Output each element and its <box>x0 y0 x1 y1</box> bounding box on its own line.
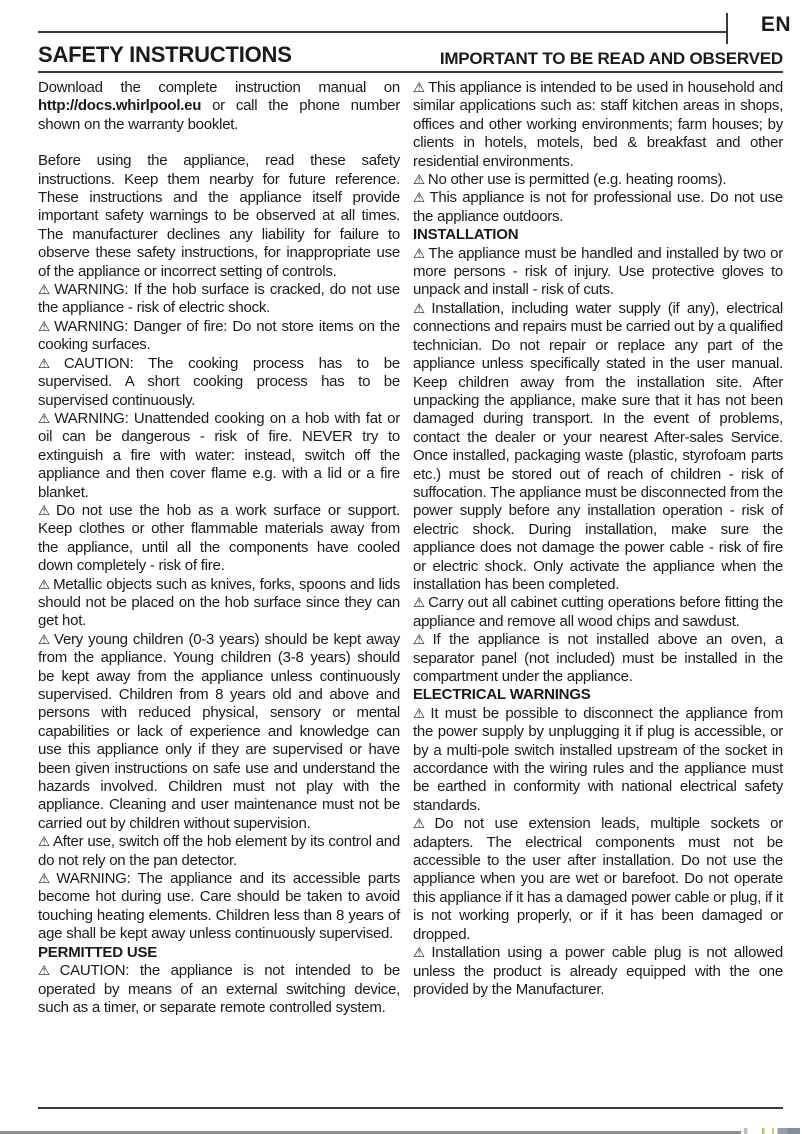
warning-triangle-icon: ⚠ <box>413 245 426 262</box>
two-column-body <box>38 79 783 1017</box>
paragraph-spacer <box>38 134 400 152</box>
warning-paragraph <box>38 355 400 410</box>
section-heading: PERMITTED USE <box>38 943 158 961</box>
warning-triangle-icon: ⚠ <box>38 963 57 980</box>
text-segment: After use, switch off the hob element by its control and do not rely on the pan detector. <box>38 833 400 869</box>
text-segment: Metallic objects such as knives, forks, spoons and lids should not be placed on the hob surface since they can get hot. <box>38 575 400 630</box>
warning-paragraph <box>38 576 400 631</box>
warning-paragraph <box>413 300 783 595</box>
warning-triangle-icon: ⚠ <box>38 410 52 427</box>
text-segment: Carry out all cabinet cutting operations before fitting the appliance and remove all wood chips and sawdust. <box>413 594 784 630</box>
warning-triangle-icon: ⚠ <box>413 300 429 317</box>
warning-paragraph <box>413 631 783 686</box>
page-subtitle: IMPORTANT TO BE READ AND OBSERVED <box>439 49 783 68</box>
text-segment: Before using the appliance, read these safety instructions. Keep them nearby for future reference. These instructions and the appliance itself provide important safety warnings to be observed at all times. The manufacturer declines any liability for failure to observe these safety instructions, for inappropriate use of the appliance or incorrect setting of controls. <box>38 152 400 280</box>
text-segment: This appliance is not for professional use. Do not use the appliance outdoors. <box>413 189 783 225</box>
top-rule <box>38 31 727 33</box>
warning-paragraph <box>38 502 400 576</box>
text-segment: CAUTION: The cooking process has to be supervised. A short cooking process has to be supervised continuously. <box>38 354 400 409</box>
warning-paragraph <box>38 281 400 318</box>
paragraph <box>38 152 400 281</box>
warning-paragraph <box>413 189 783 226</box>
header-rule <box>38 71 783 73</box>
warning-triangle-icon: ⚠ <box>413 816 432 833</box>
warning-paragraph <box>413 171 783 189</box>
warning-paragraph <box>38 833 400 870</box>
warning-paragraph <box>413 705 783 815</box>
warning-paragraph <box>413 594 783 631</box>
warning-paragraph <box>413 944 783 999</box>
text-segment: This appliance is intended to be used in household and similar applications such as: staff kitchen areas in shops, offices and other working environments; farm houses; by clients in hotels, motels, bed & breakfast and other residential environments. <box>413 79 783 170</box>
text-segment: Very young children (0-3 years) should be kept away from the appliance. Young children (3-8 years) should be kept away from the appliance unless continuously supervised. Children from 8 years old and above and persons with reduced physical, sensory or mental capabilities or lack of experience and knowledge can use this appliance only if they are supervised or have been given instructions on safe use and understand the hazards involved. Children must not play with the appliance. Cleaning and user maintenance must not be carried out by children without supervision. <box>38 630 401 832</box>
text-segment: Do not use extension leads, multiple sockets or adapters. The electrical components must not be accessible to the user after installation. Do not use the appliance when you are wet or barefoot. Do not operate this appliance if it has a damaged power cable or plug, if it is not working properly, or if it has been damaged or dropped. <box>413 815 783 943</box>
warning-paragraph <box>413 79 783 171</box>
language-code: EN <box>760 13 791 36</box>
text-segment: Installation, including water supply (if any), electrical connections and repairs must be carried out by a qualified technician. Do not repair or replace any part of the appliance unless specifically stated in the user manual. Keep children away from the installation site. After unpacking the appliance, make sure that it has not been damaged during transport. In the event of problems, contact the dealer or your nearest After-sales Service. Once installed, packaging waste (plastic, styrofoam parts etc.) must be stored out of reach of children - risk of suffocation. The appliance must be disconnected from the power supply before any installation operation - risk of electric shock. During installation, make sure the appliance does not damage the power cable - risk of fire or electric shock. Only activate the appliance when the installation has been completed. <box>413 299 783 593</box>
text-segment: It must be possible to disconnect the appliance from the power supply by unplugging it if plug is accessible, or by a multi-pole switch installed upstream of the socket in accordance with the wiring rules and the appliance must be earthed in conformity with national electrical safety standards. <box>413 704 783 814</box>
text-segment: The appliance must be handled and installed by two or more persons - risk of injury. Use protective gloves to unpack and install - risk of cuts. <box>413 244 783 299</box>
text-segment: Do not use the hob as a work surface or support. Keep clothes or other flammable materials away from the appliance, until all the components have cooled down completely - risk of fire. <box>38 501 400 575</box>
text-segment: or call the phone number shown on the warranty booklet. <box>38 97 400 133</box>
section-heading: ELECTRICAL WARNINGS <box>413 686 591 704</box>
manual-url[interactable]: http://docs.whirlpool.eu <box>38 97 202 115</box>
footer-rule <box>38 1107 783 1109</box>
warning-triangle-icon: ⚠ <box>38 355 61 372</box>
warning-paragraph <box>38 318 400 355</box>
text-segment: WARNING: If the hob surface is cracked, do not use the appliance - risk of electric shock. <box>38 281 401 317</box>
warning-paragraph <box>38 631 400 833</box>
warning-triangle-icon: ⚠ <box>413 172 425 189</box>
paragraph <box>38 79 400 134</box>
warning-paragraph <box>413 815 783 944</box>
warning-triangle-icon: ⚠ <box>38 871 54 888</box>
text-segment: No other use is permitted (e.g. heating rooms). <box>427 171 727 189</box>
warning-triangle-icon: ⚠ <box>413 595 426 612</box>
warning-triangle-icon: ⚠ <box>38 318 52 335</box>
text-segment: WARNING: Unattended cooking on a hob with fat or oil can be dangerous - risk of fire. NEVER try to extinguish a fire with water: instead, switch off the appliance and then cover flame e.g. with a lid or a fire blanket. <box>38 409 400 501</box>
warning-paragraph <box>38 962 400 1017</box>
text-segment: WARNING: Danger of fire: Do not store items on the cooking surfaces. <box>38 317 400 354</box>
right-column <box>413 79 783 1017</box>
warning-triangle-icon: ⚠ <box>413 190 427 207</box>
section-heading: INSTALLATION <box>413 226 519 244</box>
left-column <box>38 79 400 1017</box>
text-segment: Installation using a power cable plug is not allowed unless the product is already equipped with the one provided by the Manufacturer. <box>413 944 783 998</box>
warning-paragraph <box>38 410 400 502</box>
warning-triangle-icon: ⚠ <box>413 945 429 962</box>
warning-triangle-icon: ⚠ <box>38 631 52 648</box>
warning-paragraph <box>38 870 400 944</box>
text-segment: WARNING: The appliance and its accessible parts become hot during use. Care should be taken to avoid touching heating elements. Children less than 8 years of age shall be kept away unless continuously supervised. <box>38 870 400 943</box>
warning-triangle-icon: ⚠ <box>38 576 51 593</box>
footer-crop-fragment <box>744 1128 800 1134</box>
page-title: SAFETY INSTRUCTIONS <box>38 42 292 67</box>
warning-paragraph <box>413 245 783 300</box>
warning-triangle-icon: ⚠ <box>413 80 426 96</box>
warning-triangle-icon: ⚠ <box>413 705 428 722</box>
text-segment: CAUTION: the appliance is not intended to be operated by means of an external switching device, such as a timer, or separate remote controlled system. <box>38 962 400 1016</box>
text-segment: Download the complete instruction manual on <box>38 79 400 96</box>
text-segment: If the appliance is not installed above an oven, a separator panel (not included) must be installed in the compartment under the appliance. <box>413 631 783 685</box>
warning-triangle-icon: ⚠ <box>413 632 430 649</box>
warning-triangle-icon: ⚠ <box>38 282 52 299</box>
top-rule-end-tick <box>726 13 728 44</box>
warning-triangle-icon: ⚠ <box>38 834 50 851</box>
warning-triangle-icon: ⚠ <box>38 502 54 519</box>
